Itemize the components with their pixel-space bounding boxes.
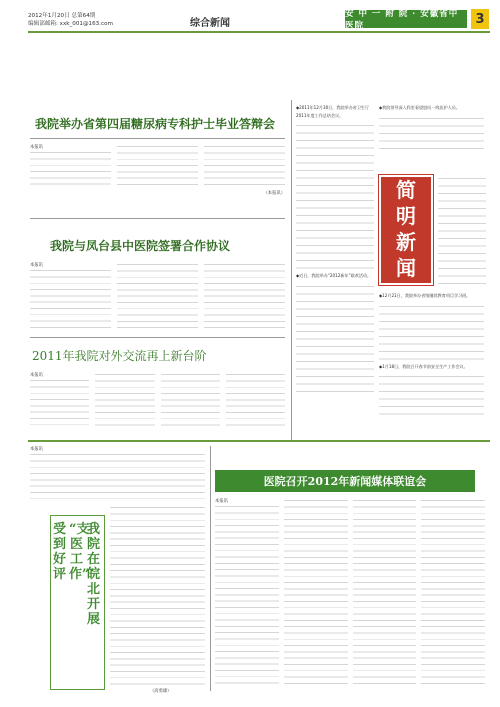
column-divider [210,446,211,691]
brief-item-3: ◆我院领导深入科室看望慰问一线医护人员。 [379,105,460,110]
page-number: 3 [471,9,489,29]
box-char: 简 [396,178,416,202]
byline: 本报讯 [30,263,43,268]
text-block [421,498,485,684]
text-block [30,378,89,428]
headline-fengtai-agreement: 我院与凤台县中医院签署合作协议 [50,239,231,253]
text-block [353,498,417,684]
issue-info [28,13,138,28]
text-block [215,504,279,684]
text-block [296,122,374,272]
article-media-body [215,498,485,684]
byline: 本报讯 [30,145,43,150]
box-char: 新 [396,230,416,254]
issue-date: 2012年1月20日 总第64期 [28,13,96,19]
column-divider [291,100,292,440]
text-block [204,144,285,188]
box-char: 明 [396,204,416,228]
text-block [379,115,484,155]
brief-news-right [379,104,484,155]
text-block [30,150,111,188]
headline-media-meeting: 医院召开2012年新闻媒体联谊会 [215,470,475,492]
text-block [284,498,348,684]
article-diabetes-body [30,144,285,196]
byline: 本报讯 [30,447,43,452]
box-char: 闻 [396,256,416,280]
text-block [30,452,205,504]
brief-item-4: ◆12月21日，我院举办省级继续教育项目学习班。 [379,293,471,298]
text-block [110,505,205,685]
article-fengtai-body [30,262,285,328]
divider [30,218,285,219]
headline-exchange: 2011年我院对外交流再上新台阶 [32,349,207,363]
divider [30,337,285,338]
vertical-title-box [50,515,105,690]
author: （高勇雄） [150,689,172,694]
section-rule [28,440,490,442]
masthead: 安 中 一 附 院 · 安徽省中医院 [345,10,467,28]
article-exchange-body [30,372,285,428]
concise-news-box [379,175,433,285]
brief-news-left [296,104,374,434]
editor-email: 编辑部邮箱: xxk_001@163.com [28,20,113,27]
text-block [161,372,220,428]
author: （本报讯） [263,191,285,196]
vertical-title-col-2: “支医工作” [69,522,90,582]
text-block [379,373,484,418]
brief-item-5: ◆1月18日，我院召开春节前安全生产工作会议。 [379,363,468,369]
text-block [95,372,154,428]
byline: 本报讯 [30,373,43,378]
vertical-title-col-1: 我院在皖北开展 [86,522,100,627]
text-block [226,372,285,428]
headline-diabetes-nurse: 我院举办省第四届糖尿病专科护士毕业答辩会 [35,117,276,131]
text-block [438,175,486,285]
byline: 本报讯 [215,499,228,504]
brief-item-2: ◆近日，我院举办“2012新年”联欢活动。 [296,273,372,278]
text-block [204,262,285,328]
divider [30,138,285,139]
vertical-title-col-3: 受到好评 [52,522,66,582]
section-title: 综合新闻 [190,18,230,29]
text-block [117,262,198,328]
text-block [296,283,374,393]
article-support-intro [30,446,205,504]
brief-news-right-lower [379,292,484,418]
text-block [117,144,198,188]
header-rule [28,31,490,33]
text-block [379,303,484,363]
brief-item-1: ◆2011年12月30日，我院举办省卫生厅2011年度工作总结会议。 [296,105,370,118]
text-block [30,268,111,328]
